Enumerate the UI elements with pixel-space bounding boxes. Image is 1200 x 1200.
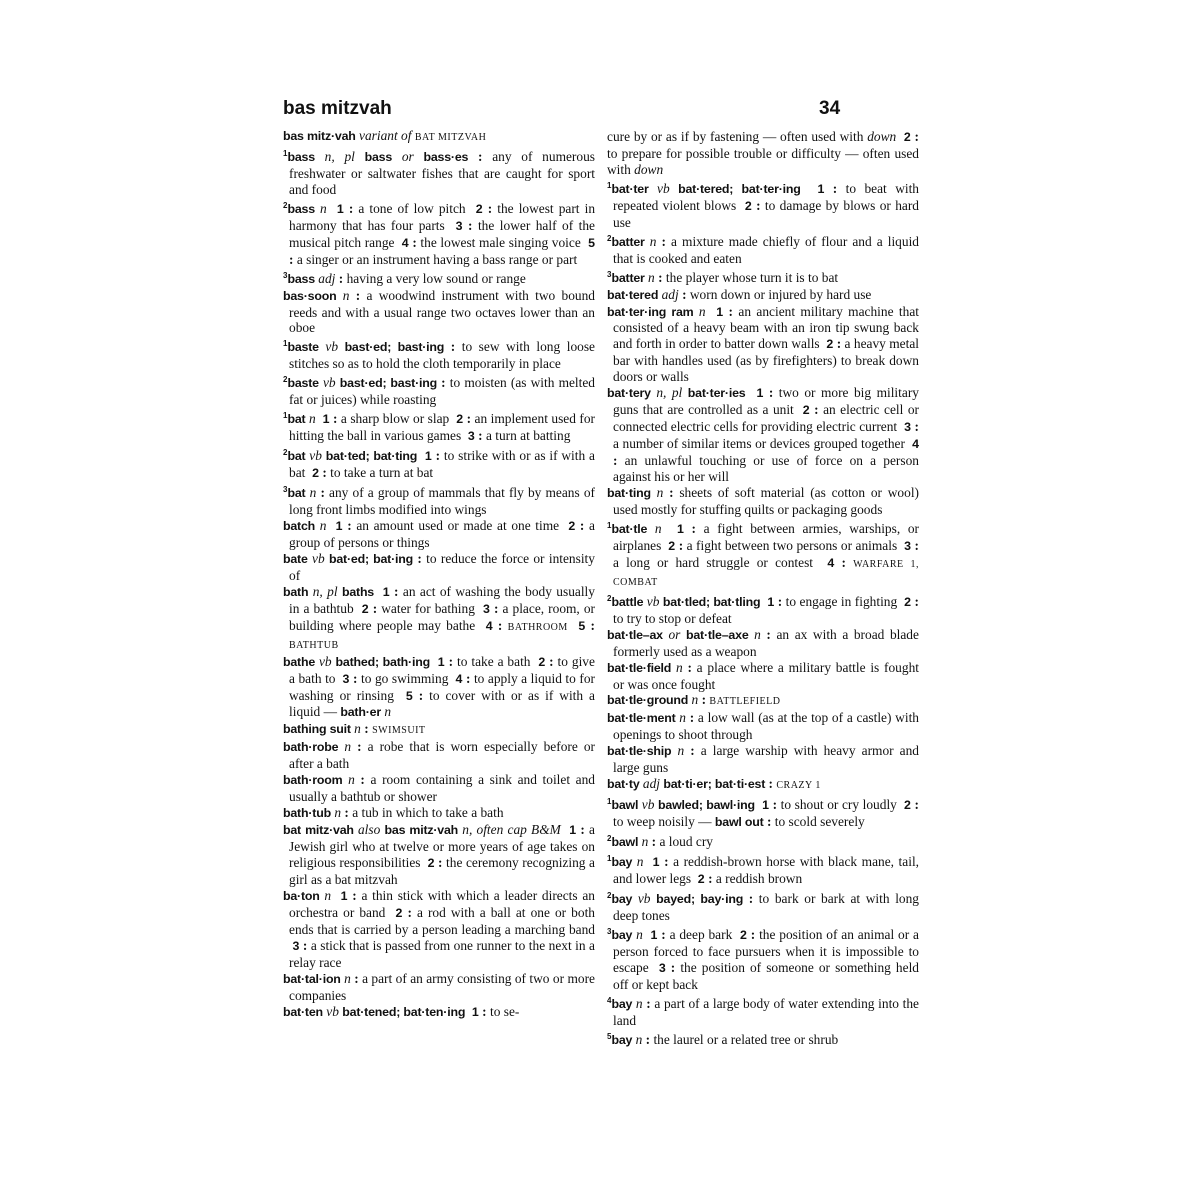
dictionary-entry: $^3$bat n : any of a group of mammals that fly by means of long front limbs modified into wings [283, 485, 595, 518]
dictionary-entry: $^2$bass n 1 : a tone of low pitch 2 : the lowest part in harmony that has four parts 3 : the lower half of the musical pitch range 4 : the lowest male singing voice 5 : a singer or an instrument having a bass range or part [283, 200, 596, 267]
dictionary-page [283, 98, 919, 1098]
running-head [283, 98, 919, 128]
dictionary-entry: $^1$bat·tle n 1 : a fight between armies, warships, or airplanes 2 : a fight between two persons or animals 3 : a long or hard struggle or contest 4 : WARFARE 1, COMBAT [607, 520, 919, 588]
dictionary-entry: $^5$bay n : the laurel or a related tree or shrub [607, 1031, 839, 1047]
dictionary-entry: bat·tal·ion n : a part of an army consisting of two or more companies [283, 970, 595, 1003]
dictionary-entry: $^1$baste vb bast·ed; bast·ing : to sew with long loose stitches so as to hold the cloth temporarily in place [283, 339, 595, 372]
left-column [283, 128, 595, 1021]
dictionary-entry: bat·tle·ship n : a large warship with heavy armor and large guns [607, 743, 919, 776]
dictionary-entry: bat·ting n : sheets of soft material (as cotton or wool) used mostly for stuffing quilts or packaging goods [607, 485, 920, 517]
dictionary-entry: $^3$bay n 1 : a deep bark 2 : the position of an animal or a person forced to face pursuers when it is impossible to escape 3 : the position of someone or something held off or kept back [607, 926, 919, 992]
dictionary-entry: bat·tered adj : worn down or injured by hard use [607, 286, 872, 302]
page-number: 34 [819, 98, 841, 119]
dictionary-entry: bat·tle·field n : a place where a military battle is fought or was once fought [607, 659, 919, 692]
dictionary-entry: $^2$baste vb bast·ed; bast·ing : to moisten (as with melted fat or juices) while roasting [283, 375, 596, 408]
dictionary-entry: bate vb bat·ed; bat·ing : to reduce the force or intensity of [283, 550, 595, 583]
dictionary-entry: bat mitz·vah also bas mitz·vah n, often cap B&M 1 : a Jewish girl who at twelve or more years of age takes on religious responsibilities 2 : the ceremony recognizing a girl as a bat mitzvah [283, 822, 595, 887]
dictionary-entry: $^3$batter n : the player whose turn it is to bat [607, 269, 839, 285]
dictionary-entry: bath·room n : a room containing a sink and toilet and usually a bathtub or shower [283, 772, 595, 805]
dictionary-entry: bas·soon n : a woodwind instrument with two bound reeds and with a usual range two octaves lower than an oboe [283, 287, 595, 336]
dictionary-entry: bas mitz·vah variant of BAT MITZVAH [283, 128, 487, 143]
dictionary-entry: $^1$bass n, pl bass or bass·es : any of numerous freshwater or saltwater fishes that are caught for sport and food [283, 148, 595, 197]
dictionary-entry: bathe vb bathed; bath·ing 1 : to take a bath 2 : to give a bath to 3 : to go swimming 4 : to apply a liquid to for washing or rinsing 5 : to cover with or as if with a liquid — bath·er n [283, 653, 595, 720]
dictionary-entry: $^1$bat·ter vb bat·tered; bat·ter·ing 1 : to beat with repeated violent blows 2 : to damage by blows or hard use [607, 180, 919, 230]
dictionary-entry: ba·ton n 1 : a thin stick with which a leader directs an orchestra or band 2 : a rod with a ball at one or both ends that is carried by a person leading a marching band 3 : a stick that is passed from one runner to the next in a relay race [283, 887, 595, 970]
dictionary-entry: cure by or as if by fastening — often used with down 2 : to prepare for possible trouble or difficulty — often used with down [607, 129, 919, 177]
dictionary-entry: bathing suit n : SWIMSUIT [283, 721, 426, 737]
right-column [607, 129, 919, 1049]
dictionary-entry: bat·ty adj bat·ti·er; bat·ti·est : CRAZY 1 [607, 776, 821, 792]
dictionary-entry: bat·ter·ing ram n 1 : an ancient military machine that consisted of a heavy beam with an iron tip swung back and forth in order to batter down walls 2 : a heavy metal bar with handles used (as by firefighters) to break down doors or walls [607, 303, 919, 385]
dictionary-entry: bat·tle–ax or bat·tle–axe n : an ax with a broad blade formerly used as a weapon [607, 626, 919, 659]
dictionary-entry: bath·robe n : a robe that is worn especially before or after a bath [283, 739, 595, 772]
dictionary-entry: $^2$bay vb bayed; bay·ing : to bark or bark at with long deep tones [607, 890, 919, 923]
guide-word: bas mitzvah [283, 98, 392, 119]
dictionary-entry: bat·tle·ground n : BATTLEFIELD [607, 692, 781, 708]
dictionary-entry: bat·tle·ment n : a low wall (as at the top of a castle) with openings to shoot through [607, 710, 919, 743]
dictionary-entry: bath n, pl baths 1 : an act of washing the body usually in a bathtub 2 : water for bathing 3 : a place, room, or building where people may bathe 4 : BATHROOM 5 : BATHTUB [283, 583, 595, 651]
dictionary-entry: $^2$battle vb bat·tled; bat·tling 1 : to engage in fighting 2 : to try to stop or defeat [607, 593, 919, 626]
dictionary-entry: $^3$bass adj : having a very low sound or range [283, 270, 526, 286]
dictionary-entry: bat·ten vb bat·tened; bat·ten·ing 1 : to se- [283, 1003, 520, 1019]
dictionary-entry: $^4$bay n : a part of a large body of water extending into the land [607, 995, 920, 1028]
dictionary-entry: $^2$bawl n : a loud cry [607, 834, 713, 850]
dictionary-entry: batch n 1 : an amount used or made at one time 2 : a group of persons or things [283, 517, 595, 550]
dictionary-entry: $^2$bat vb bat·ted; bat·ting 1 : to strike with or as if with a bat 2 : to take a turn at bat [283, 448, 595, 481]
dictionary-entry: $^1$bawl vb bawled; bawl·ing 1 : to shout or cry loudly 2 : to weep noisily — bawl out : to scold severely [607, 797, 919, 830]
dictionary-entry: bat·tery n, pl bat·ter·ies 1 : two or more big military guns that are controlled as a unit 2 : an electric cell or connected electric cells for providing electric current 3 : a number of similar items or devices grouped together 4 : an unlawful touching or use of force on a person against his or her will [607, 385, 919, 485]
dictionary-entry: $^2$batter n : a mixture made chiefly of flour and a liquid that is cooked and eaten [607, 233, 919, 266]
dictionary-entry: $^1$bat n 1 : a sharp blow or slap 2 : an implement used for hitting the ball in various games 3 : a turn at batting [283, 411, 596, 444]
dictionary-entry: $^1$bay n 1 : a reddish-brown horse with black mane, tail, and lower legs 2 : a reddish brown [607, 854, 920, 886]
dictionary-entry: bath·tub n : a tub in which to take a bath [283, 805, 504, 821]
